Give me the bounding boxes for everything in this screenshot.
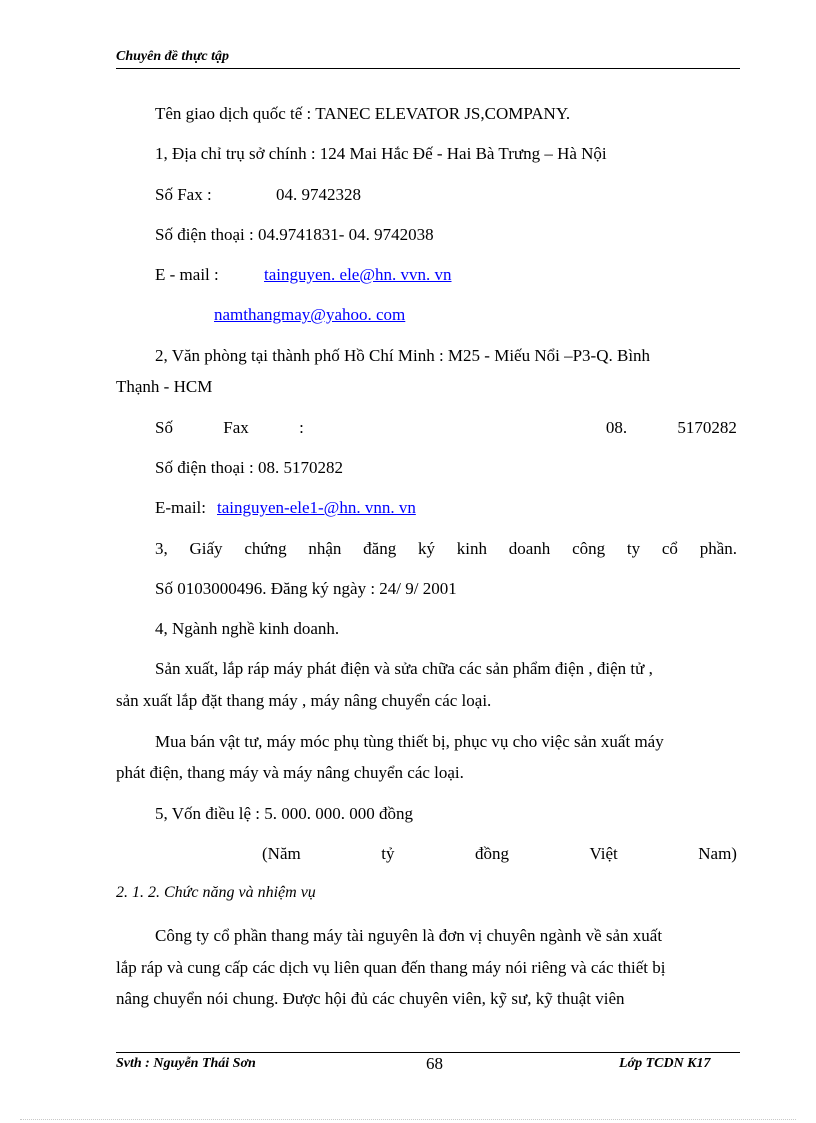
header-rule <box>116 68 740 69</box>
registration-word: doanh <box>508 539 551 558</box>
hcm-fax-word: 5170282 <box>677 418 737 437</box>
capital-word: (Năm <box>262 844 301 863</box>
email-link-primary[interactable]: tainguyen. ele@hn. vvn. vn <box>264 265 452 284</box>
capital-word: Việt <box>589 844 618 863</box>
section-para-line-1: Công ty cổ phần thang máy tài nguyên là đơn vị chuyên ngành về sản xuất <box>155 926 663 945</box>
registration-word: cổ <box>661 539 678 558</box>
registration-word: đăng <box>363 539 397 558</box>
capital-word: Nam) <box>698 844 737 863</box>
hcm-office-line-2: Thạnh - HCM <box>116 377 213 396</box>
hcm-fax-word: Fax <box>223 418 249 437</box>
footer-author: Svth : Nguyễn Thái Sơn <box>116 1056 256 1071</box>
registration-word: nhận <box>308 539 342 558</box>
registration-word: kinh <box>456 539 487 558</box>
fax-label: Số Fax : <box>155 185 212 204</box>
email-label: E - mail : <box>155 265 219 284</box>
hcm-fax-line <box>155 418 737 438</box>
hcm-email-label: E-mail: <box>155 498 206 517</box>
header-title: Chuyên đề thực tập <box>116 49 230 64</box>
business-para-2-line-2: phát điện, thang máy và máy nâng chuyển các loại. <box>116 763 464 782</box>
hcm-office-line-1: 2, Văn phòng tại thành phố Hồ Chí Minh : M25 - Miếu Nổi –P3-Q. Bình <box>155 346 651 365</box>
capital-words-line <box>262 844 737 864</box>
hcm-fax-word: Số <box>155 418 173 437</box>
capital-word: đồng <box>474 844 509 863</box>
registration-word: 3, <box>155 539 168 558</box>
registration-word: Giấy <box>189 539 223 558</box>
capital-line: 5, Vốn điều lệ : 5. 000. 000. 000 đồng <box>155 804 413 823</box>
section-para-line-3: nâng chuyển nói chung. Được hội đủ các chuyên viên, kỹ sư, kỹ thuật viên <box>116 989 625 1008</box>
registration-word: ty <box>626 539 641 558</box>
capital-word: tỷ <box>381 844 395 863</box>
hq-address-line: 1, Địa chỉ trụ sở chính : 124 Mai Hắc Đế - Hai Bà Trưng – Hà Nội <box>155 144 607 163</box>
hcm-fax-word: 08. <box>605 418 628 437</box>
business-para-1-line-1: Sản xuất, lắp ráp máy phát điện và sửa chữa các sản phẩm điện , điện tử , <box>155 659 653 678</box>
registration-word: ký <box>417 539 435 558</box>
business-heading: 4, Ngành nghề kinh doanh. <box>155 619 340 638</box>
hcm-phone-line: Số điện thoại : 08. 5170282 <box>155 458 343 477</box>
registration-word: công <box>572 539 606 558</box>
registration-word: phần. <box>699 539 737 558</box>
registration-word: chứng <box>244 539 287 558</box>
fax-value: 04. 9742328 <box>276 185 361 204</box>
footer-class: Lớp TCDN K17 <box>619 1056 711 1071</box>
hcm-fax-word: : <box>299 418 304 437</box>
page-number: 68 <box>426 1054 443 1073</box>
hcm-email-link[interactable]: tainguyen-ele1-@hn. vnn. vn <box>217 498 416 517</box>
business-para-2-line-1: Mua bán vật tư, máy móc phụ tùng thiết bị, phục vụ cho việc sản xuất máy <box>155 732 664 751</box>
phone-line: Số điện thoại : 04.9741831- 04. 9742038 <box>155 225 434 244</box>
section-para-line-2: lắp ráp và cung cấp các dịch vụ liên quan đến thang máy nói riêng và các thiết bị <box>116 958 666 977</box>
intl-name-line: Tên giao dịch quốc tế : TANEC ELEVATOR JS,COMPANY. <box>155 104 571 123</box>
section-heading: 2. 1. 2. Chức năng và nhiệm vụ <box>116 884 316 901</box>
email-link-secondary[interactable]: namthangmay@yahoo. com <box>214 305 406 324</box>
footer-rule <box>116 1052 740 1053</box>
page-bottom-dotted-border <box>20 1119 796 1120</box>
registration-line-1 <box>155 539 737 559</box>
registration-line-2: Số 0103000496. Đăng ký ngày : 24/ 9/ 2001 <box>155 579 457 598</box>
business-para-1-line-2: sản xuất lắp đặt thang máy , máy nâng chuyển các loại. <box>116 691 492 710</box>
